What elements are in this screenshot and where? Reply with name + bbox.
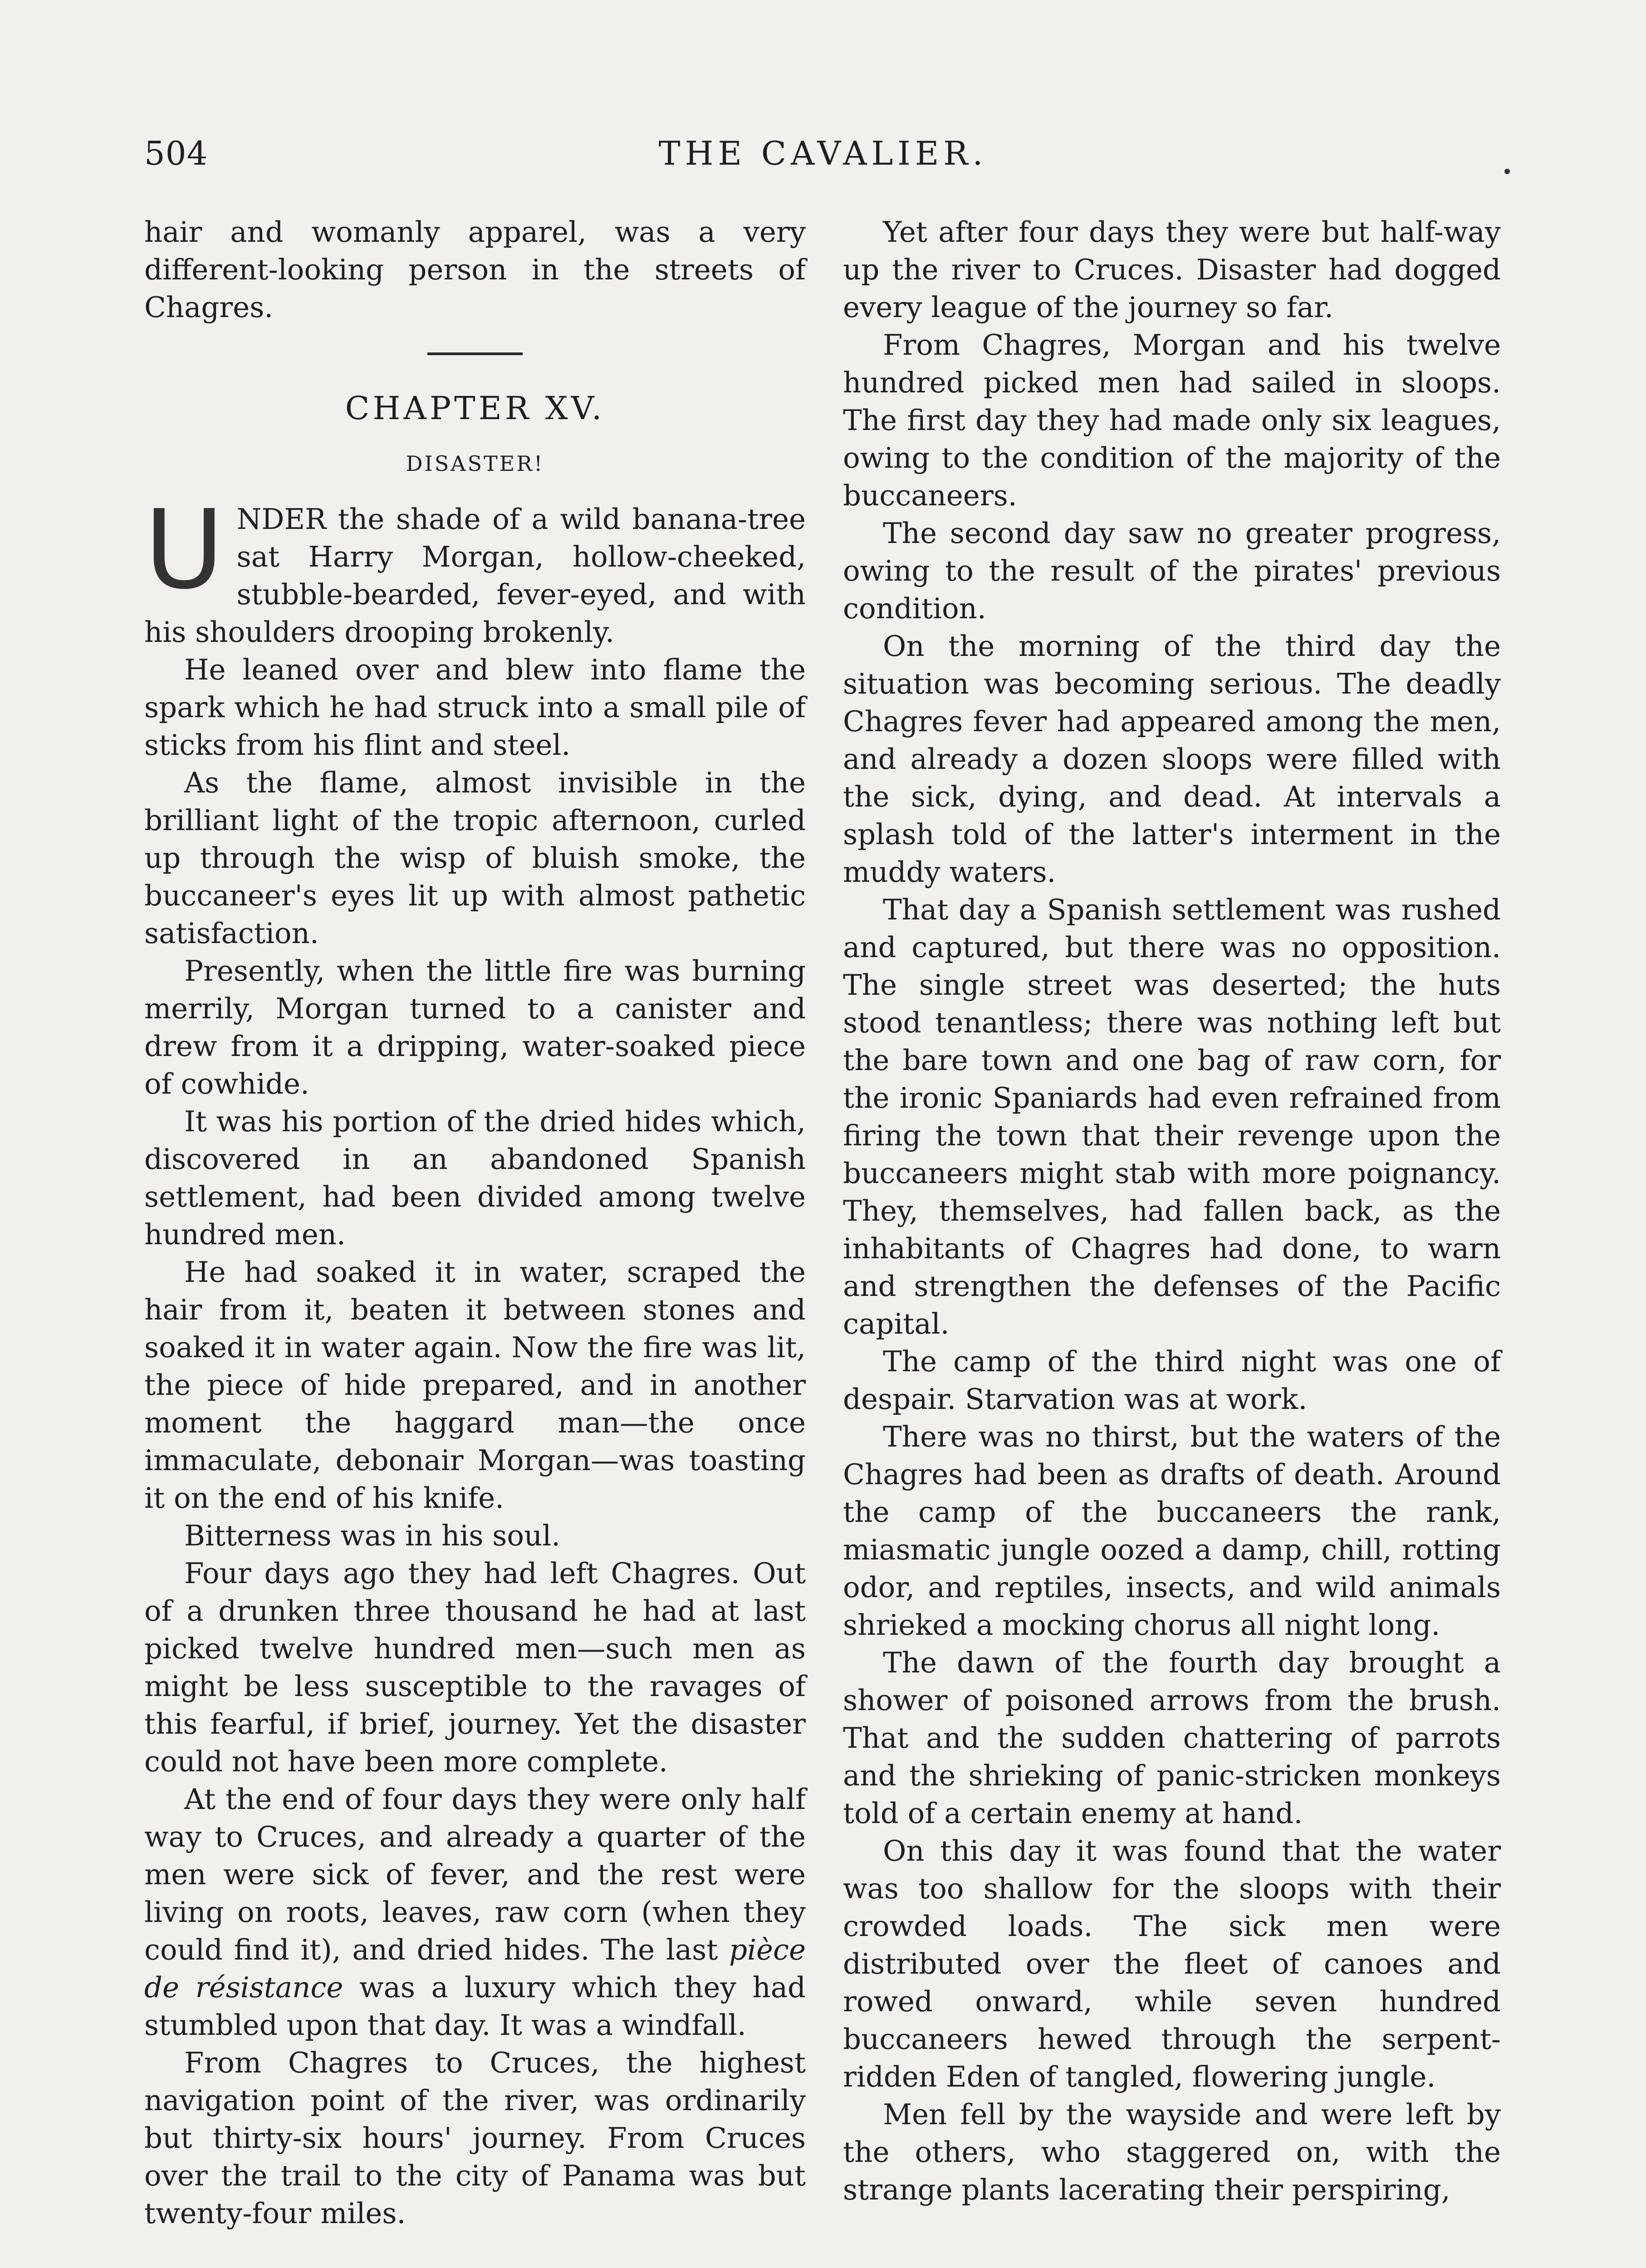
body-paragraph: Presently, when the little fire was burning merrily, Morgan turned to a canister and drew from it a dripping, water-soaked piece of cowhide. [144,954,806,1100]
body-paragraph: Bitterness was in his soul. [184,1519,561,1552]
body-paragraph: The dawn of the fourth day brought a shower of poisoned arrows from the brush. That and the sudden chattering of parrots and the shrieking of panic-stricken monkeys told of a certain enemy at hand. [843,1646,1501,1830]
drop-cap: U [144,486,224,613]
body-paragraph: He leaned over and blew into flame the spark which he had struck into a small pile of sticks from his flint and steel. [144,653,806,762]
page-header [144,134,1502,180]
italic-phrase: pièce de résistance [144,1933,806,2004]
page-number: 504 [144,134,208,172]
left-column [144,213,806,2232]
right-column [843,213,1501,2209]
text-after-italic: was a luxury which they had stumbled upon that day. It was a windfall. [144,1971,806,2042]
body-paragraph: As the flame, almost invisible in the brilliant light of the tropic afternoon, curled up through the wisp of bluish smoke, the buccaneer's eyes lit up with almost pathetic satisfaction. [144,766,806,950]
body-paragraph: The camp of the third night was one of despair. Starvation was at work. [843,1345,1501,1416]
body-paragraph: Men fell by the wayside and were left by the others, who staggered on, with the strange plants lacerating their perspiring, [843,2098,1501,2206]
first-paragraph-text: NDER the shade of a wild banana-tree sat Harry Morgan, hollow-cheeked, stubble-bearded, fever-eyed, and with his shoulders drooping brokenly. [144,503,806,649]
chapter-subtitle: DISASTER! [406,451,544,476]
body-paragraph: It was his portion of the dried hides which, discovered in an abandoned Spanish settlement, had been divided among twelve hundred men. [144,1105,806,1251]
text-before-italic: At the end of four days they were only half way to Cruces, and already a quarter of the men were sick of fever, and the rest were living on roots, leaves, raw corn (when they could find it), and dried hides. The last [144,1783,806,1966]
body-paragraph: On the morning of the third day the situation was becoming serious. The deadly Chagres fever had appeared among the men, and already a dozen sloops were filled with the sick, dying, and dead. At intervals a splash told of the latter's interment in the muddy waters. [843,630,1501,889]
opening-paragraph: hair and womanly apparel, was a very different-looking person in the streets of Chagres. [144,215,806,324]
chapter-first-paragraph [144,486,806,651]
body-paragraph-with-italic [144,1780,806,2044]
body-paragraph: There was no thirst, but the waters of the Chagres had been as drafts of death. Around the camp of the buccaneers the rank, miasmatic jungle oozed a damp, chill, rotting odor, and reptiles, insects, and wild animals shrieked a mocking chorus all night long. [843,1420,1501,1642]
body-paragraph: From Chagres, Morgan and his twelve hundred picked men had sailed in sloops. The first day they had made only six leagues, owing to the condition of the majority of the buccaneers. [843,328,1501,512]
chapter-title: CHAPTER XV. [345,390,605,427]
body-paragraph: The second day saw no greater progress, owing to the result of the pirates' previous condition. [843,517,1501,625]
body-paragraph: On this day it was found that the water was too shallow for the sloops with their crowded loads. The sick men were distributed over the fleet of canoes and rowed onward, while seven hundred buccaneers hewed through the serpent-ridden Eden of tangled, flowering jungle. [843,1834,1501,2093]
body-paragraph: From Chagres to Cruces, the highest navigation point of the river, was ordinarily but thirty-six hours' journey. From Cruces over the trail to the city of Panama was but twenty-four miles. [144,2046,806,2230]
body-paragraph: Four days ago they had left Chagres. Out of a drunken three thousand he had at last picked twelve hundred men—such men as might be less susceptible to the ravages of this fearful, if brief, journey. Yet the disaster could not have been more complete. [144,1557,806,1778]
body-paragraph: He had soaked it in water, scraped the hair from it, beaten it between stones and soaked it in water again. Now the fire was lit, the piece of hide prepared, and in another moment the haggard man—the once immaculate, debonair Morgan—was toasting it on the end of his knife. [144,1256,806,1515]
print-speck [1504,169,1510,174]
body-paragraph: Yet after four days they were but half-way up the river to Cruces. Disaster had dogged every league of the journey so far. [843,215,1501,324]
body-paragraph: That day a Spanish settlement was rushed and captured, but there was no opposition. The single street was deserted; the huts stood tenantless; there was nothing left but the bare town and one bag of raw corn, for the ironic Spaniards had even refrained from firing the town that their revenge upon the buccaneers might stab with more poignancy. They, themselves, had fallen back, as the inhabitants of Chagres had done, to warn and strengthen the defenses of the Pacific capital. [843,893,1501,1340]
section-divider [427,352,523,355]
running-title: THE CAVALIER. [658,134,988,172]
